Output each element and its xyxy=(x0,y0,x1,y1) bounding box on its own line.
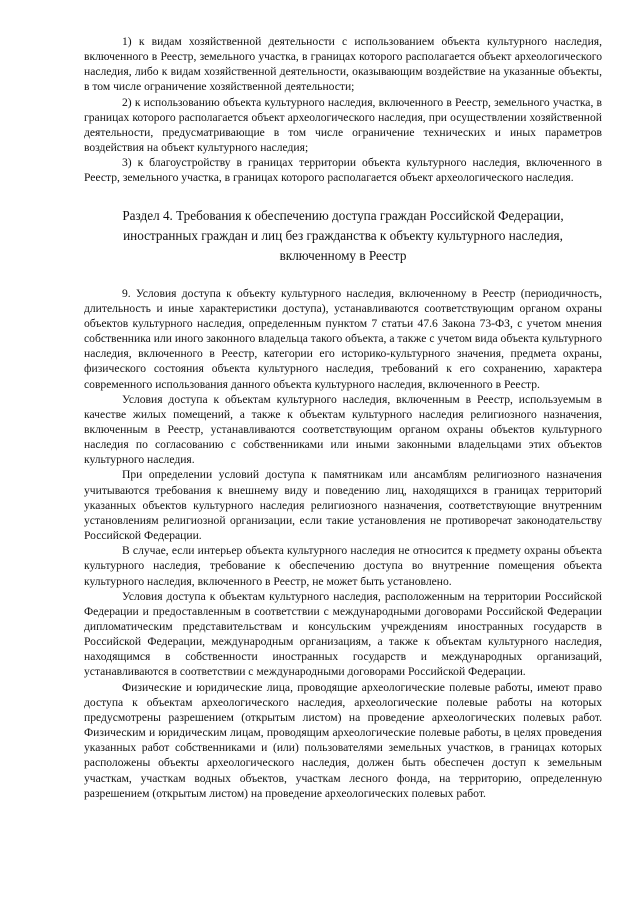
section-heading-line-2: иностранных граждан и лиц без гражданства к объекту культурного наследия, xyxy=(123,227,563,243)
section-heading-line-1: Раздел 4. Требования к обеспечению доступа граждан Российской Федерации, xyxy=(122,207,564,223)
paragraph-diplomatic: Условия доступа к объектам культурного наследия, расположенным на территории Российской Федерации и предоставленным в соответствии с международными договорами Российской Федерации дипломатическим представительствам и консульским учреждениям иностранных государств в Российской Федерации, международным организациям, а также к объектам культурного наследия, находящимся в собственности иностранных государств и международных организаций, устанавливаются в соответствии с международными договорами Российской Федерации. xyxy=(84,589,602,679)
paragraph-archaeological-works: Физические и юридические лица, проводящие археологические полевые работы, имеют право доступа к объектам археологического наследия, археологические полевые работы на которых предусмотрены разрешением (открытым листом) на проведение археологических полевых работ. Физическим и юридическим лицам, проводящим археологические полевые работы, в целях проведения указанных работ собственниками и (или) пользователями земельных участков, в границах которых расположены объекты археологического наследия, должен быть обеспечен доступ к земельным участкам, участкам водных объектов, участкам лесного фонда, на территорию, определенную разрешением (открытым листом) на проведение археологических полевых работ. xyxy=(84,680,602,800)
paragraph-9: 9. Условия доступа к объекту культурного наследия, включенному в Реестр (периодичность, длительность и иные характеристики доступа), устанавливаются соответствующим органом охраны объектов культурного наследия, определенным пунктом 7 статьи 47.6 Закона 73-ФЗ, с учетом мнения собственника или иного законного владельца такого объекта, а также с учетом вида объекта культурного наследия, включенного в Реестр, категории его историко-культурного значения, предмета охраны, физического состояния объекта культурного наследия, требований к его сохранению, характера современного использования данного объекта культурного наследия, включенного в Реестр. xyxy=(84,286,602,391)
section-heading xyxy=(84,206,602,266)
list-item-2: 2) к использованию объекта культурного наследия, включенного в Реестр, земельного участка, в границах которого располагается объект археологического наследия, при осуществлении хозяйственной деятельности, предусматривающие в том числе ограничение технических и иных параметров воздействия на объект культурного наследия; xyxy=(84,95,602,155)
list-item-1: 1) к видам хозяйственной деятельности с использованием объекта культурного наследия, включенного в Реестр, земельного участка, в границах которого располагается объект археологического наследия, либо к видам хозяйственной деятельности, оказывающим воздействие на указанные объекты, в том числе ограничение хозяйственной деятельности; xyxy=(84,35,602,94)
paragraph-religious-ensembles: При определении условий доступа к памятникам или ансамблям религиозного назначения учитываются требования к внешнему виду и поведению лиц, находящихся в границах территорий указанных объектов культурного наследия религиозного назначения, соответствующие внутренним установлениям религиозной организации, если такие установления не противоречат законодательству Российской Федерации. xyxy=(84,468,602,543)
list-item-3: 3) к благоустройству в границах территории объекта культурного наследия, включенного в Реестр, земельного участка, в границах которого располагается объект археологического наследия. xyxy=(84,156,602,185)
paragraph-residential-religious: Условия доступа к объектам культурного наследия, включенным в Реестр, используемым в качестве жилых помещений, а также к объектам культурного наследия религиозного назначения, включенным в Реестр, устанавливаются соответствующим органом охраны объектов культурного наследия по согласованию с собственниками или иными законными владельцами этих объектов культурного наследия. xyxy=(84,392,602,467)
paragraph-interior: В случае, если интерьер объекта культурного наследия не относится к предмету охраны объекта культурного наследия, требование к обеспечению доступа во внутренние помещения объекта культурного наследия, включенного в Реестр, не может быть установлено. xyxy=(84,544,602,588)
section-heading-line-3: включенному в Реестр xyxy=(279,247,407,263)
